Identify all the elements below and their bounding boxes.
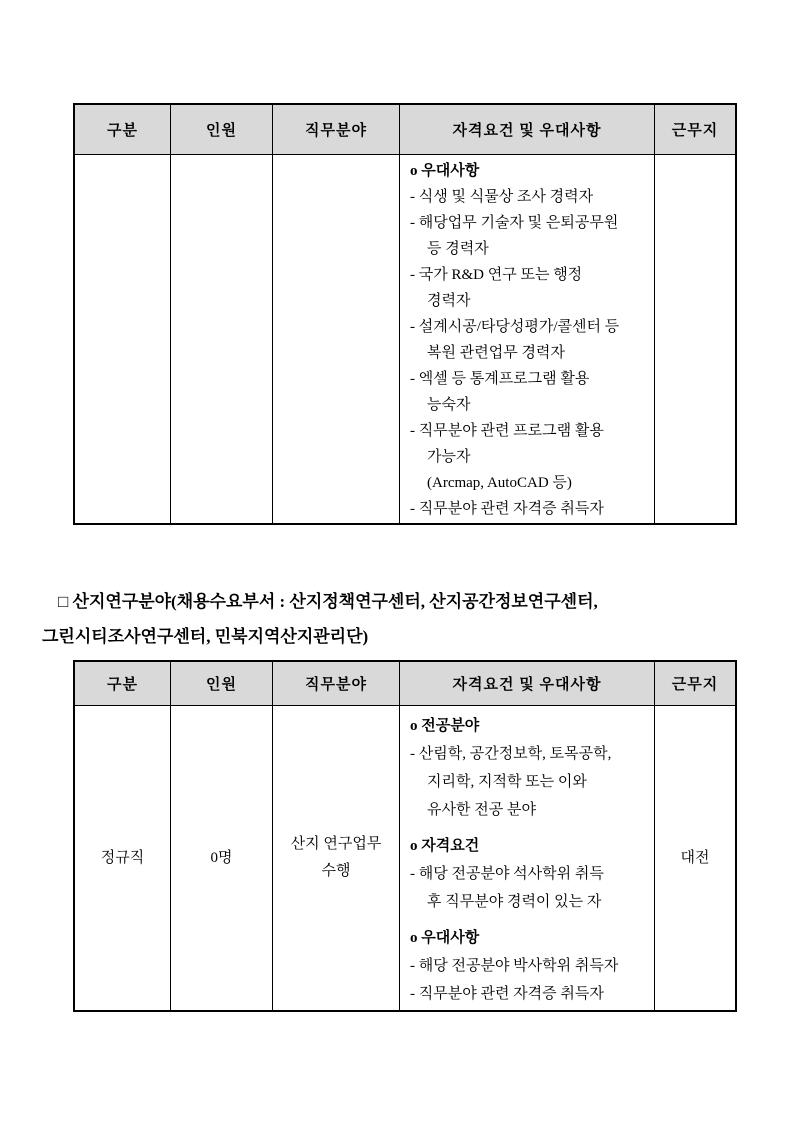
qual-line: 후 직무분야 경력이 있는 자 <box>427 894 602 910</box>
col-header-qualifications: 자격요건 및 우대사항 <box>400 662 655 706</box>
table1-header-row <box>75 105 735 155</box>
qual-line: - 직무분야 관련 자격증 취득자 <box>410 986 604 1002</box>
qual-line: o 우대사항 <box>410 930 480 946</box>
col-header-work-location: 근무지 <box>655 105 735 155</box>
cell-category: 정규직 <box>75 706 171 1010</box>
cell-headcount: 0명 <box>171 706 273 1010</box>
qual-line: 유사한 전공 분야 <box>427 802 536 818</box>
qual-line: - 해당업무 기술자 및 은퇴공무원 <box>410 215 619 231</box>
cell-category <box>75 155 171 523</box>
qual-line: - 설계시공/타당성평가/콜센터 등 <box>410 319 620 335</box>
col-header-qualifications: 자격요건 및 우대사항 <box>400 105 655 155</box>
qual-line: 가능자 <box>427 449 471 465</box>
qual-line: 경력자 <box>427 293 471 309</box>
section-heading-line2: 그린시티조사연구센터, 민북지역산지관리단) <box>42 627 369 646</box>
duty-line2: 수행 <box>321 863 351 879</box>
col-header-duty-field: 직무분야 <box>273 662 400 706</box>
qual-line: - 해당 전공분야 석사학위 취득 <box>410 866 604 882</box>
col-header-headcount: 인원 <box>171 662 273 706</box>
qual-line: - 직무분야 관련 프로그램 활용 <box>410 423 604 439</box>
col-header-work-location: 근무지 <box>655 662 735 706</box>
qual-line: 등 경력자 <box>427 241 489 257</box>
recruitment-table-1 <box>73 103 737 525</box>
qual-line: - 직무분야 관련 자격증 취득자 <box>410 501 604 517</box>
qual-line: 지리학, 지적학 또는 이와 <box>427 774 587 790</box>
qual-line: 복원 관련업무 경력자 <box>427 345 565 361</box>
cell-duty-field <box>273 706 400 1010</box>
qual-line: - 엑셀 등 통계프로그램 활용 <box>410 371 590 387</box>
col-header-headcount: 인원 <box>171 105 273 155</box>
col-header-category: 구분 <box>75 105 171 155</box>
qual-line: o 우대사항 <box>410 163 480 179</box>
recruitment-table-2 <box>73 660 737 1012</box>
table1-body-row <box>75 155 735 523</box>
qual-line: o 전공분야 <box>410 718 480 734</box>
cell-headcount <box>171 155 273 523</box>
qual-line: 능숙자 <box>427 397 471 413</box>
col-header-duty-field: 직무분야 <box>273 105 400 155</box>
cell-work-location: 대전 <box>680 849 710 866</box>
qual-line: (Arcmap, AutoCAD 등) <box>427 475 572 491</box>
table2-header-row <box>75 662 735 706</box>
cell-work-location <box>655 155 735 523</box>
duty-line1: 산지 연구업무 <box>290 836 382 852</box>
cell-duty-field <box>273 155 400 523</box>
cell-qualifications <box>400 706 655 1010</box>
qual-line: o 자격요건 <box>410 838 480 854</box>
qual-line: - 해당 전공분야 박사학위 취득자 <box>410 958 619 974</box>
qual-line: - 국가 R&D 연구 또는 행정 <box>410 267 583 283</box>
section-heading-line1: □ 산지연구분야(채용수요부서 : 산지정책연구센터, 산지공간정보연구센터, <box>58 592 598 611</box>
cell-qualifications <box>400 155 655 523</box>
qual-line: - 산림학, 공간정보학, 토목공학, <box>410 746 612 762</box>
table2-body-row <box>75 706 735 1010</box>
qual-line: - 식생 및 식물상 조사 경력자 <box>410 189 594 205</box>
section-heading <box>42 584 758 654</box>
col-header-category: 구분 <box>75 662 171 706</box>
